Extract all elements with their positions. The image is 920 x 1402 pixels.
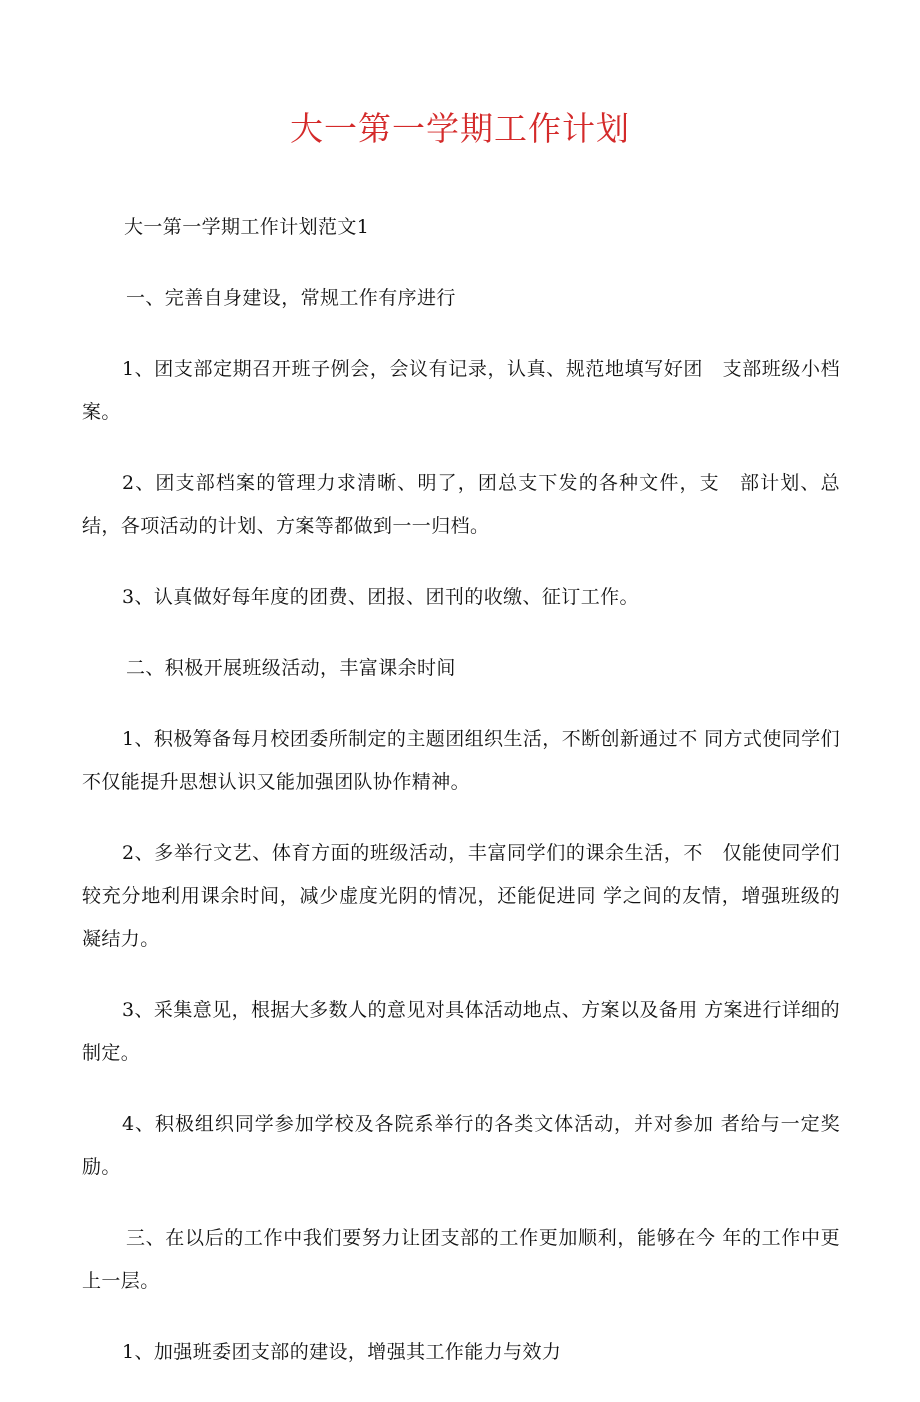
list-item: 2、团支部档案的管理力求清晰、明了，团总支下发的各种文件，支 部计划、总结，各项活动的计划、方案等都做到一一归档。 (82, 472, 840, 537)
list-item: 1、团支部定期召开班子例会，会议有记录，认真、规范地填写好团 支部班级小档案。 (82, 358, 840, 423)
section-heading: 三、在以后的工作中我们要努力让团支部的工作更加顺利，能够在今 年的工作中更上一层。 (82, 1227, 840, 1292)
document-subtitle: 大一第一学期工作计划范文1 (124, 216, 370, 238)
list-item: 2、多举行文艺、体育方面的班级活动，丰富同学们的课余生活，不 仅能使同学们较充分地利用课余时间，减少虚度光阴的情况，还能促进同 学之间的友情，增强班级的凝结力。 (82, 842, 840, 950)
list-item: 3、采集意见，根据大多数人的意见对具体活动地点、方案以及备用 方案进行详细的制定。 (82, 999, 840, 1064)
list-item: 1、加强班委团支部的建设，增强其工作能力与效力 (122, 1341, 562, 1363)
list-item: 3、认真做好每年度的团费、团报、团刊的收缴、征订工作。 (122, 586, 639, 608)
section-heading: 一、完善自身建设，常规工作有序进行 (126, 287, 456, 309)
section-heading: 二、积极开展班级活动，丰富课余时间 (126, 657, 456, 679)
document-body (82, 206, 840, 1402)
document-title: 大一第一学期工作计划 (290, 109, 630, 148)
list-item: 4、积极组织同学参加学校及各院系举行的各类文体活动，并对参加 者给与一定奖励。 (82, 1113, 840, 1178)
list-item: 1、积极筹备每月校团委所制定的主题团组织生活，不断创新通过不 同方式使同学们不仅能提升思想认识又能加强团队协作精神。 (82, 728, 840, 793)
